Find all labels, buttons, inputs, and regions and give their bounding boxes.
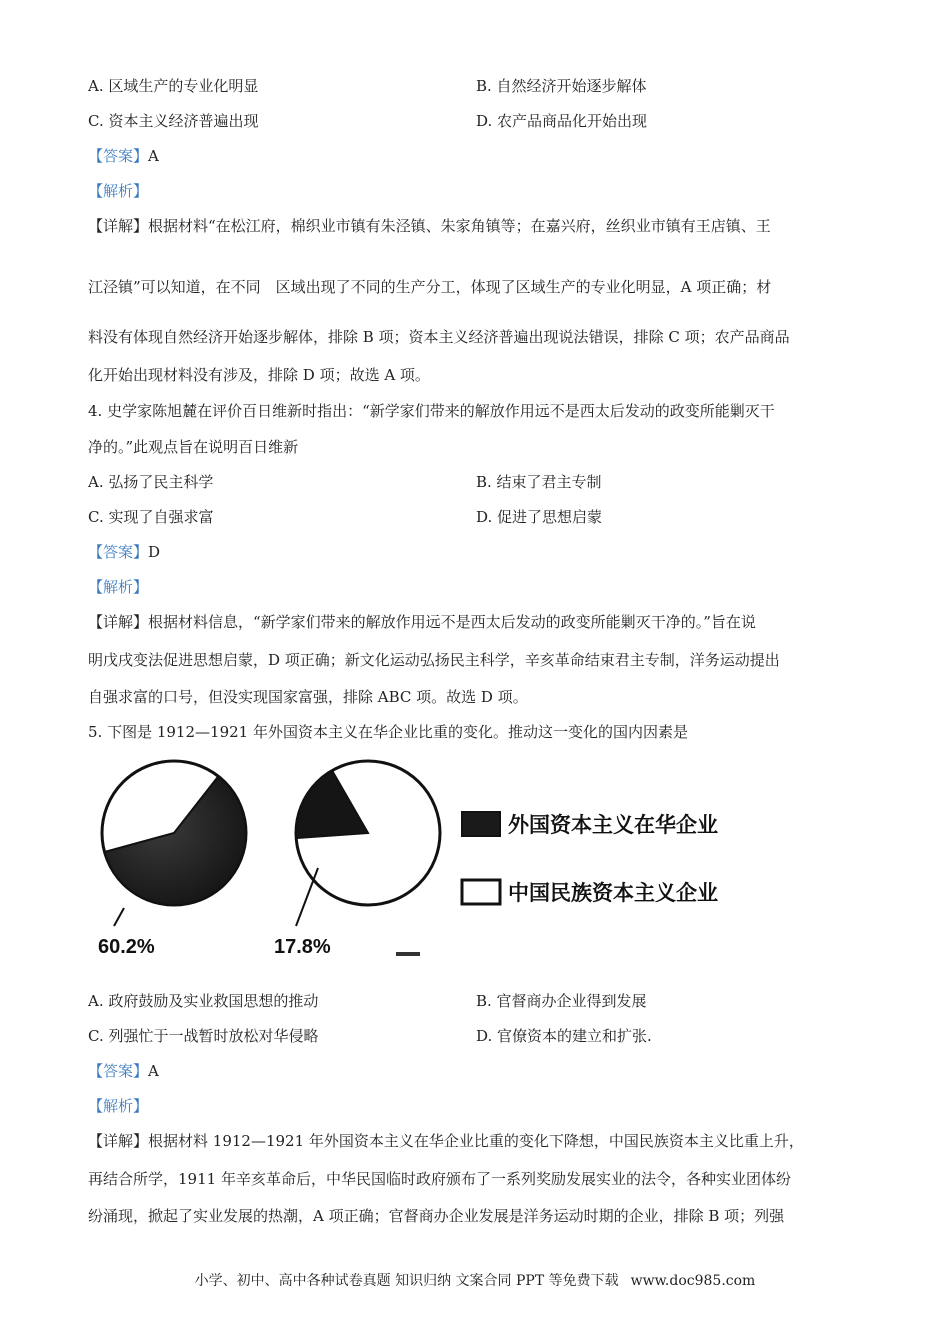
pie-1912-leader-line: [114, 908, 124, 926]
q5-analysis-tag: 【解析】: [88, 1097, 149, 1115]
q5-detail-line-1: [88, 1131, 804, 1151]
scan-artifact: [396, 952, 420, 956]
q3-detail-line-2: 江泾镇”可以知道，在不同 区域出现了不同的生产分工，体现了区域生产的专业化明显，A 项正确；材: [88, 278, 772, 296]
q4-option-a: A. 弘扬了民主科学: [88, 473, 214, 491]
detail-tag: 【详解】: [88, 613, 149, 631]
footer-text: 小学、初中、高中各种试卷真题 知识归纳 文案合同 PPT 等免费下载: [194, 1273, 619, 1289]
q5-option-a: A. 政府鼓励及实业救国思想的推动: [88, 992, 319, 1010]
q5-option-c: C. 列强忙于一战暂时放松对华侵略: [88, 1027, 319, 1045]
q5-stem: 5. 下图是 1912—1921 年外国资本主义在华企业比重的变化。推动这一变化的国内因素是: [88, 723, 688, 741]
q3-option-b: B. 自然经济开始逐步解体: [476, 77, 647, 95]
q3-answer: [88, 146, 159, 166]
legend-domestic-swatch: [462, 880, 500, 904]
q3-detail-line-1: [88, 216, 771, 236]
answer-value: D: [148, 543, 161, 561]
legend-foreign-swatch: [462, 812, 500, 836]
q3-option-c: C. 资本主义经济普遍出现: [88, 112, 259, 130]
answer-value: A: [148, 1062, 159, 1080]
detail-tag: 【详解】: [88, 217, 149, 235]
page-footer: [0, 1270, 950, 1290]
answer-tag: 【答案】: [88, 543, 149, 561]
legend-foreign-label: 外国资本主义在华企业: [508, 814, 718, 837]
legend-domestic-label: 中国民族资本主义企业: [508, 882, 718, 905]
pie-1912-label: 60.2%: [98, 936, 155, 958]
detail-text: 根据材料信息，“新学家们带来的解放作用远不是西太后发动的政变所能剿灭干净的。”旨在说: [148, 613, 756, 631]
q5-detail-line-3: 纷涌现，掀起了实业发展的热潮，A 项正确；官督商办企业发展是洋务运动时期的企业，排除 B 项；列强: [88, 1207, 785, 1225]
q4-detail-line-1: [88, 612, 756, 632]
q3-option-a: A. 区域生产的专业化明显: [88, 77, 259, 95]
pie-1921-label: 17.8%: [274, 936, 331, 958]
pie-1921: [296, 761, 440, 905]
answer-tag: 【答案】: [88, 1062, 149, 1080]
q3-detail-line-4: 化开始出现材料没有涉及，排除 D 项；故选 A 项。: [88, 366, 430, 384]
q4-option-d: D. 促进了思想启蒙: [476, 508, 603, 526]
detail-text: 根据材料 1912—1921 年外国资本主义在华企业比重的变化下降想，中国民族资本主义比重上升，: [148, 1132, 804, 1150]
q4-detail-line-2: 明戊戌变法促进思想启蒙，D 项正确；新文化运动弘扬民主科学，辛亥革命结束君主专制，洋务运动提出: [88, 651, 780, 669]
footer-url[interactable]: www.doc985.com: [630, 1273, 756, 1289]
answer-tag: 【答案】: [88, 147, 149, 165]
q3-option-d: D. 农产品商品化开始出现: [476, 112, 648, 130]
q4-analysis-tag: 【解析】: [88, 578, 149, 596]
answer-value: A: [148, 147, 159, 165]
q5-detail-line-2: 再结合所学，1911 年辛亥革命后，中华民国临时政府颁布了一系列奖励发展实业的法令，各种实业团体纷: [88, 1170, 791, 1188]
q5-option-b: B. 官督商办企业得到发展: [476, 992, 647, 1010]
q4-option-c: C. 实现了自强求富: [88, 508, 214, 526]
pie-chart-figure: [96, 740, 736, 960]
q4-stem-line-1: 4. 史学家陈旭麓在评价百日维新时指出：“新学家们带来的解放作用远不是西太后发动的政变所能剿灭干: [88, 402, 775, 420]
q4-stem-line-2: 净的。”此观点旨在说明百日维新: [88, 438, 299, 456]
q3-analysis-tag: 【解析】: [88, 182, 149, 200]
q3-detail-line-3: 料没有体现自然经济开始逐步解体，排除 B 项；资本主义经济普遍出现说法错误，排除 C 项；农产品商品: [88, 328, 790, 346]
q4-option-b: B. 结束了君主专制: [476, 473, 602, 491]
q4-answer: [88, 542, 160, 562]
detail-text: 根据材料“在松江府，棉织业市镇有朱泾镇、朱家角镇等；在嘉兴府，丝织业市镇有王店镇、王: [148, 217, 771, 235]
pie-1921-leader-line: [296, 868, 318, 926]
q5-answer: [88, 1061, 159, 1081]
q4-detail-line-3: 自强求富的口号，但没实现国家富强，排除 ABC 项。故选 D 项。: [88, 688, 528, 706]
detail-tag: 【详解】: [88, 1132, 149, 1150]
q5-option-d: D. 官僚资本的建立和扩张.: [476, 1027, 652, 1045]
pie-1912: [102, 761, 246, 905]
